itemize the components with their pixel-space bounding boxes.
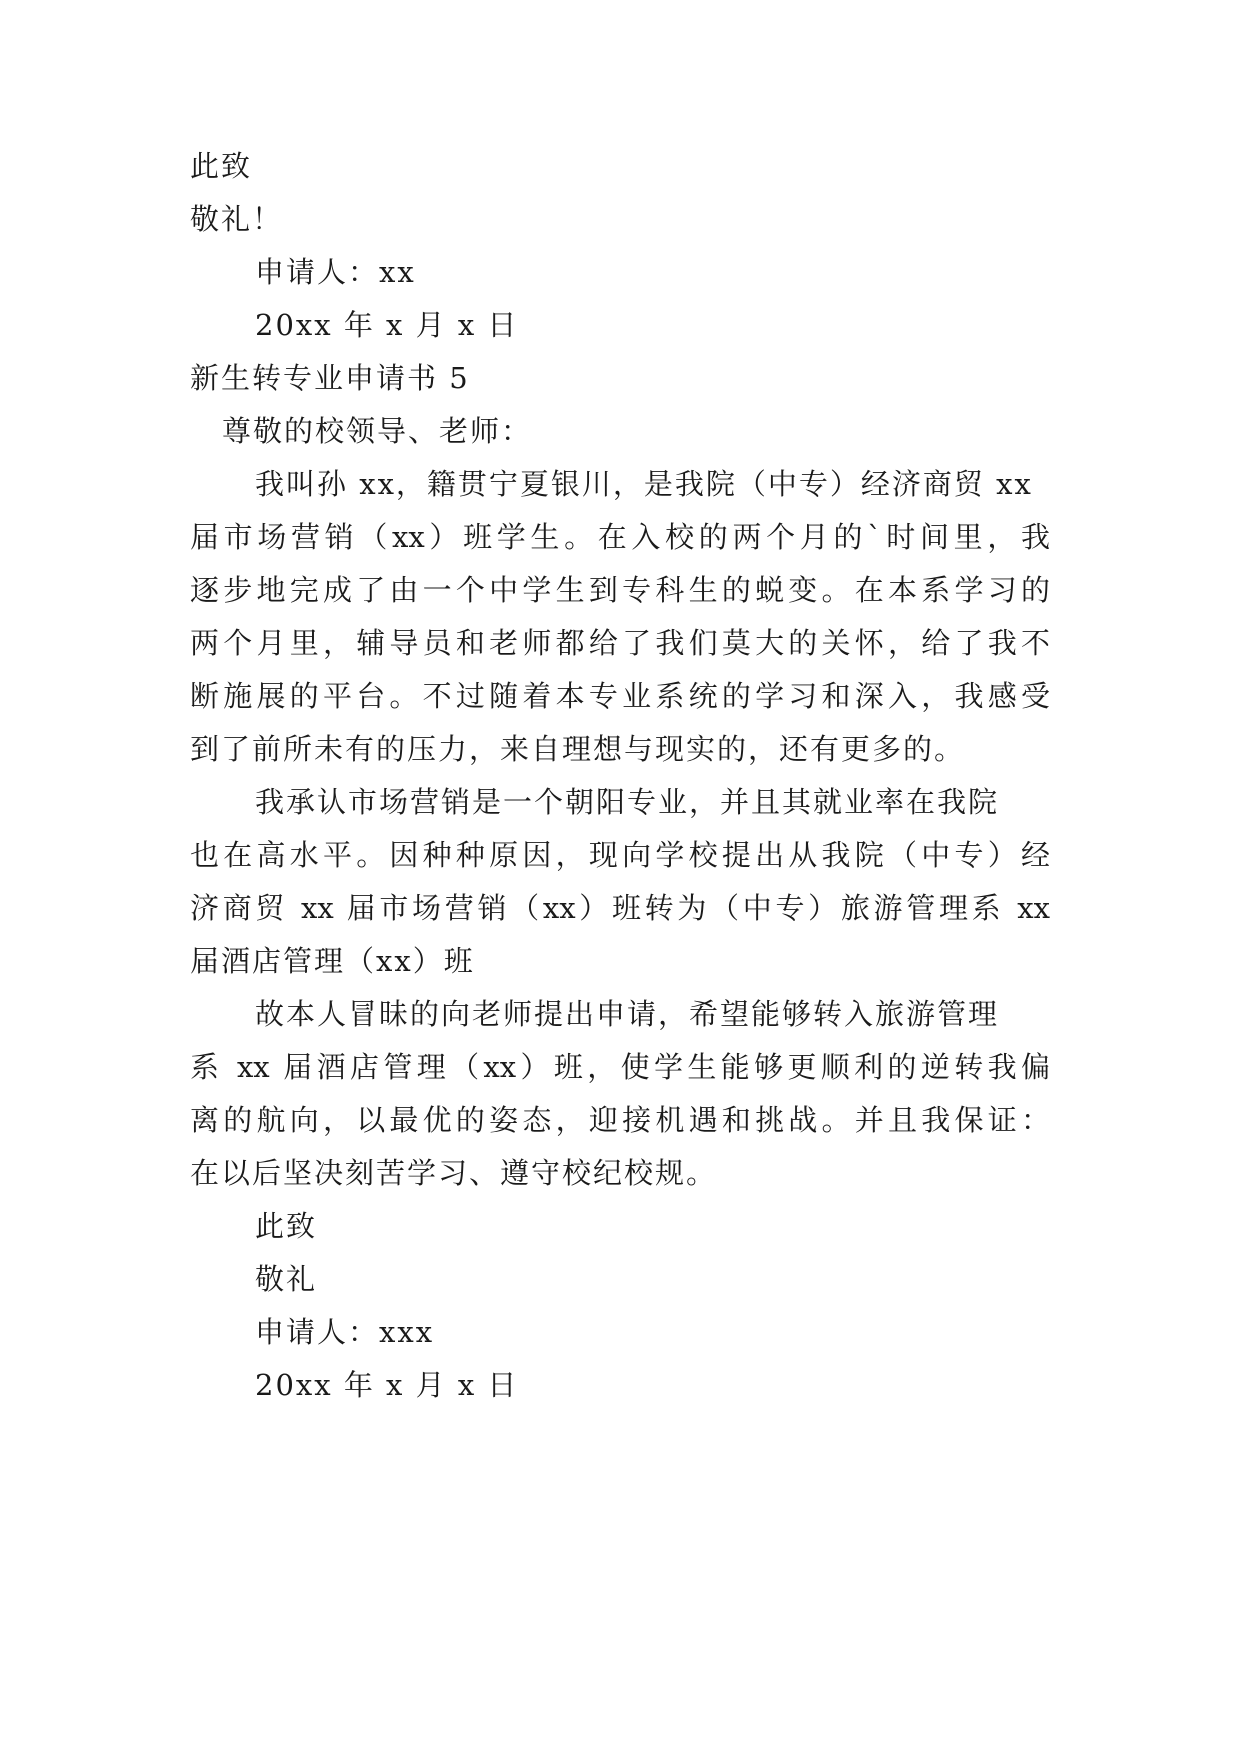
paragraph-line: 断施展的平台。不过随着本专业系统的学习和深入，我感受 xyxy=(190,679,1050,713)
paragraph-line: 离的航向，以最优的姿态，迎接机遇和挑战。并且我保证： xyxy=(190,1103,1050,1137)
paragraph-line: 届酒店管理（xx）班 xyxy=(190,944,475,978)
letter-greeting: 尊敬的校领导、老师： xyxy=(222,414,533,448)
paragraph-line: 逐步地完成了由一个中学生到专科生的蜕变。在本系学习的 xyxy=(190,573,1050,607)
closing-salutation: 此致 xyxy=(190,149,253,183)
paragraph-line: 系 xx 届酒店管理（xx）班，使学生能够更顺利的逆转我偏 xyxy=(190,1050,1050,1084)
signature-date: 20xx 年 x 月 x 日 xyxy=(255,308,519,342)
paragraph-line: 故本人冒昧的向老师提出申请，希望能够转入旅游管理 xyxy=(255,997,1000,1031)
letter-title: 新生转专业申请书 5 xyxy=(190,361,470,395)
applicant-signature: 申请人：xx xyxy=(255,255,416,289)
paragraph-line: 两个月里，辅导员和老师都给了我们莫大的关怀，给了我不 xyxy=(190,626,1050,660)
closing-regards: 敬礼 xyxy=(255,1262,318,1296)
applicant-signature: 申请人：xxx xyxy=(255,1315,435,1349)
paragraph-line: 济商贸 xx 届市场营销（xx）班转为（中专）旅游管理系 xx xyxy=(190,891,1050,925)
closing-salutation: 此致 xyxy=(255,1209,318,1243)
paragraph-line: 也在高水平。因种种原因，现向学校提出从我院（中专）经 xyxy=(190,838,1050,872)
closing-regards: 敬礼！ xyxy=(190,202,284,236)
paragraph-line: 在以后坚决刻苦学习、遵守校纪校规。 xyxy=(190,1156,718,1190)
paragraph-line: 我叫孙 xx，籍贯宁夏银川，是我院（中专）经济商贸 xx xyxy=(255,467,1033,501)
paragraph-line: 我承认市场营销是一个朝阳专业，并且其就业率在我院 xyxy=(255,785,1000,819)
paragraph-line: 到了前所未有的压力，来自理想与现实的，还有更多的。 xyxy=(190,732,966,766)
signature-date: 20xx 年 x 月 x 日 xyxy=(255,1368,519,1402)
paragraph-line: 届市场营销（xx）班学生。在入校的两个月的`时间里，我 xyxy=(190,520,1050,554)
